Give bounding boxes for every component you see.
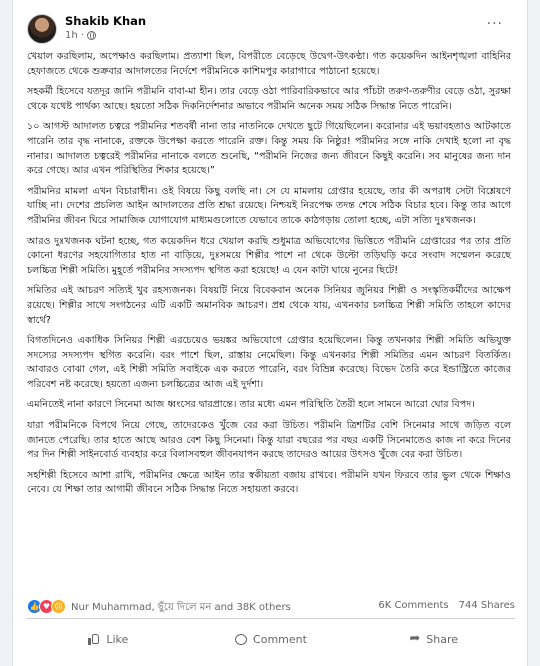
love-reaction-icon: ♥ [39,599,54,614]
post-meta: 1h · [65,30,96,41]
like-reaction-icon: 👍 [27,599,42,614]
like-label: Like [106,632,129,646]
post-paragraph: সহশিল্পী হিসেবে আশা রাখি, পরীমনির ক্ষেত্রে আইন তার স্বকীয়তা বজায় রাখবে। পরীমনি যখন ফিরবে তার ভুল থেকে শিক্ষাও নেবে। যে শিক্ষা তার আগামী জীবনে সঠিক সিদ্ধান্ত নিতে সহায়তা করবে। [27,469,511,496]
avatar[interactable] [27,14,57,44]
globe-icon [87,31,96,40]
comment-label: Comment [253,632,307,646]
post-card [12,0,528,666]
post-header [27,14,507,44]
share-label: Share [426,632,458,646]
post-paragraph: আরও দুঃখজনক ঘটনা হচ্ছে, গত কয়েকদিন ধরে খেয়াল করছি শুধুমাত্র অভিযোগের ভিত্তিতে পরীমনি গ্রেপ্তারের পর তার প্রতি কোনো ধরণের সহযোগিতার হাত না বাড়িয়ে, দুঃসময়ে শিল্পীর পাশে না থেকে উল্টো তড়িঘড়ি করে সংবাদ সম্মেলন করেছে চলচ্চিত্র শিল্পী সমিতি। মুহূর্তে পরীমনির সদস্যপদ স্থগিত করা হয়েছে! এ যেন কাটা ঘায়ে নুনের ছিটে! [27,235,511,276]
post-paragraph: ১০ আগস্ট আদালত চত্বরে পরীমনির শতবর্ষী নানা তার নাতনিকে দেখতে ছুটে গিয়েছিলেন। করোনার এই ভয়াবহতাও আটকাতে পারেনি তার বৃদ্ধ নানাকে, রক্তকে উপেক্ষা করতে পারেনি রক্ত। কিন্তু সময় কি নিষ্ঠুর! পরীমনির সঙ্গে নাকি দেখাই হলো না বৃদ্ধ নানার। আদালত চত্বরেই পরীমনির নানাকে বলতে শুনেছি, “পরীমনি নিজের জন্য জীবনে কিছুই করেনি। সব মানুষের জন্য দান করে গেছে। আর এখন পরিস্থিতির শিকার হয়েছে।” [27,121,511,177]
post-paragraph: বিগতদিনেও একাধিক সিনিয়র শিল্পী এরচেয়েও ভয়ঙ্কর অভিযোগে গ্রেপ্তার হয়েছিলেন। কিন্তু তখনকার শিল্পী সমিতি অভিযুক্ত সদস্যের সদস্যপদ স্থগিত করেনি। বরং পাশে ছিল, রাস্তায় নেমেছিল। কিন্তু এখনকার শিল্পী সমিতির এমন আচরণ বিতর্কিত। আবারও বোঝা গেল, এই শিল্পী সমিতি সবাইকে এক করতে পারেনি, বরং বিভ্রিন্ন করেছে। বিভেদ তৈরি করে ইন্ডাস্ট্রিতে কাজের পরিবেশ নষ্ট করেছে। হয়তো এজন্য চলচ্চিত্রের আজ এই দুর্দশা। [27,335,511,390]
reaction-icons[interactable] [27,599,66,614]
post-paragraph: খেয়াল করছিলাম, অপেক্ষাও করছিলাম। প্রত্যাশা ছিল, বিপরীতে বেড়েছে উদ্বেগ-উৎকণ্ঠা। গত কয়েকদিন আইনশৃঙ্খলা বাহিনির হেফাজতে থেকে শুক্রবার আদালতের নির্দেশে পরীমনিকে কাশিমপুর কারাগারে পাঠানো হয়েছে। [27,51,511,77]
comments-count[interactable]: 6K Comments [378,600,449,611]
post-paragraph: পরীমনির মামলা এখন বিচারাধীন। ওই বিষয়ে কিছু বলছি না। সে যে মামলায় গ্রেপ্তার হয়েছে, তার কী অপরাধ সেটা বিশ্লেষণে যাচ্ছি না। দেশের প্রচলিত আইন আদালতের প্রতি শ্রদ্ধা রয়েছে। নিশ্চয়ই নিরপেক্ষ তদন্ত শেষে সঠিক বিচার হবে। কিন্তু তার আগে পরীমনির জীবন ঘিরে সামাজিক যোগাযোগ মাধ্যমগুলোতে যেভাবে তাকে কাঠগড়ায় তোলা হচ্ছে, এটা সত্যি দুঃখজনক। [27,185,511,226]
post-paragraph: যারা পরীমনিকে বিপথে নিয়ে গেছে, তাদেরকেও খুঁজে বের করা উচিত। পরীমনি ত্রিশটির বেশি সিনেমার সাথে জড়িত বলে জানতে পেরেছি। তার হাতে আছে আরও বেশ কিছু সিনেমা। কিন্তু যারা বছরের পর বছর একটি সিনেমাতেও কাজ না করে দিনের পর দিন শিল্পী সাইনবোর্ড ব্যবহার করে বিলাসবহুল জীবনযাপন করছে তাদেরও আয়ের উৎসও খুঁজে বের করা উচিত। [27,420,511,461]
action-bar [27,622,515,656]
sad-reaction-icon: ☹ [51,599,66,614]
more-options-icon[interactable]: ··· [486,16,503,32]
share-button[interactable] [352,622,515,656]
divider [27,618,515,619]
post-paragraph: সহকর্মী হিসেবে যতদূর জানি পরীমনি বাবা-মা হীন। তার বেড়ে ওঠা পারিবারিকভাবে আর পাঁচটা তরুণ-তরুণীর বেড়ে ওঠা, সুরক্ষা থেকে যথেষ্ট পার্থক্য আছে। হয়তো সঠিক দিকনির্দেশনার অভাবে পরীমনি অনেক সময় সঠিক সিদ্ধান্ত নিতে পারেনি। [27,86,511,112]
comment-button[interactable] [190,622,353,656]
reaction-summary[interactable]: Nur Muhammad, ছুঁয়ে দিলে মন and 38K others [71,602,291,613]
reactions-bar [27,596,515,616]
comment-bubble-icon [235,634,247,645]
post-paragraph: সমিতির এই আচরণ সত্যিই খুব রহস্যজনক। বিষয়টি নিয়ে বিবেকবান অনেক সিনিয়র জুনিয়র শিল্পী ও সংস্কৃতিকর্মীদের আক্ষেপ রয়েছে। শিল্পীর সাথে সংগঠনের এটি একটি অমানবিক আচরণ। প্রশ্ন থেকে যায়, এখনকার চলচ্চিত্র শিল্পী সমিতি তাহলে কাদের স্বার্থে? [27,285,511,326]
author-name[interactable]: Shakib Khan [65,14,147,28]
thumbs-up-icon [88,633,100,645]
post-time[interactable]: 1h [65,30,78,41]
engagement-counts [378,600,515,611]
share-arrow-icon: ➦ [409,631,421,646]
post-paragraph: এমনিতেই নানা কারণে সিনেমা আজ ধ্বংসের দ্বারপ্রান্তে। তার মধ্যে এমন পরিস্থিতি তৈরী হলে সামনে আরো ঘোর বিপদ। [27,399,475,411]
shares-count[interactable]: 744 Shares [458,600,515,611]
post-body [27,50,511,504]
like-button[interactable] [27,622,190,656]
